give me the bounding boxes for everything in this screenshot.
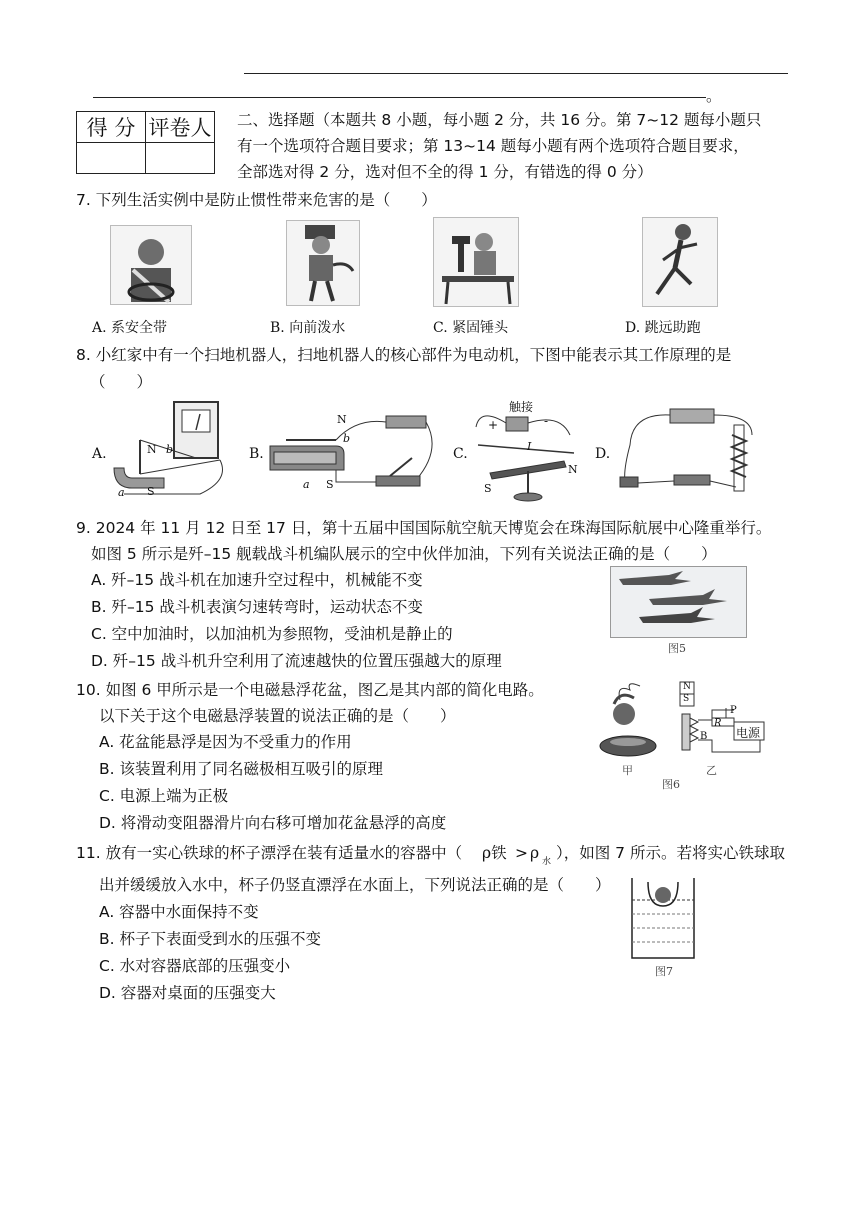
q10-fig-n: N: [683, 682, 691, 692]
q9-option-c: C. 空中加油时，以加油机为参照物，受油机是静止的: [91, 625, 453, 643]
q8-label-a: A.: [92, 446, 107, 462]
q10-option-a: A. 花盆能悬浮是因为不受重力的作用: [99, 733, 352, 751]
q8-fig-c-touch: 触接: [509, 400, 534, 414]
q9-figure-caption: 图5: [668, 642, 686, 655]
q10-fig-b: B: [700, 731, 708, 742]
q10-figure-label-yi: 乙: [706, 764, 717, 777]
q10-figure-jia-planter: [596, 680, 660, 764]
q11-greater-than: >: [515, 844, 528, 862]
q11-option-c: C. 水对容器底部的压强变小: [99, 957, 291, 975]
section-title-line-1: 二、选择题（本题共 8 小题，每小题 2 分，共 16 分。第 7~12 题每小题只: [237, 111, 762, 129]
q8-label-d: D.: [595, 446, 611, 462]
q8-stem-line-2: （ ）: [90, 373, 153, 391]
section-title-line-3: 全部选对得 2 分，选对但不全的得 1 分，有错选的得 0 分）: [237, 163, 653, 181]
answer-blank-line-1: [244, 73, 788, 74]
q10-figure-caption: 图6: [662, 778, 680, 791]
q11-option-d: D. 容器对桌面的压强变大: [99, 984, 276, 1002]
q10-option-d: D. 将滑动变阻器滑片向右移可增加花盆悬浮的高度: [99, 814, 447, 832]
q10-stem-line-2: 以下关于这个电磁悬浮装置的说法正确的是（ ）: [99, 707, 456, 725]
q9-stem-line-2: 如图 5 所示是歼–15 舰载战斗机编队展示的空中伙伴加油，下列有关说法正确的是（ ）: [91, 545, 717, 563]
q9-option-a: A. 歼–15 战斗机在加速升空过程中，机械能不变: [91, 571, 423, 589]
q8-fig-a-b: b: [166, 443, 174, 456]
q10-option-c: C. 电源上端为正极: [99, 787, 229, 805]
q8-fig-b-a: a: [303, 478, 310, 491]
score-table: [76, 111, 215, 174]
q11-option-a: A. 容器中水面保持不变: [99, 903, 259, 921]
q11-stem-line-1-start: 11. 放有一实心铁球的杯子漂浮在装有适量水的容器中（: [76, 844, 463, 862]
q8-fig-c-s: S: [484, 482, 492, 495]
q7-image-b-splash: [286, 220, 360, 306]
q8-fig-a-n: N: [147, 443, 157, 456]
q10-fig-power: 电源: [736, 726, 761, 740]
q11-figure-caption: 图7: [655, 965, 673, 978]
q8-stem-line-1: 8. 小红家中有一个扫地机器人，扫地机器人的核心部件为电动机，下图中能表示其工作原理的是: [76, 346, 732, 364]
q10-fig-p: P: [730, 705, 737, 716]
q7-option-a: A. 系安全带: [92, 320, 168, 336]
q11-stem-line-2: 出并缓缓放入水中，杯子仍竖直漂浮在水面上，下列说法正确的是（ ）: [99, 876, 611, 894]
q8-figure-b-motor: [266, 410, 438, 498]
q10-fig-s: S: [683, 694, 690, 704]
q7-image-d-long-jump: [642, 217, 718, 307]
q8-fig-c-current: I: [527, 440, 532, 453]
q7-stem: 7. 下列生活实例中是防止惯性带来危害的是（ ）: [76, 191, 437, 209]
q10-figure-label-jia: 甲: [622, 764, 633, 777]
section-title-line-2: 有一个选项符合题目要求；第 13~14 题每小题有两个选项符合题目要求，: [237, 137, 749, 155]
q11-option-b: B. 杯子下表面受到水的压强不变: [99, 930, 321, 948]
q8-fig-c-minus: -: [544, 414, 549, 428]
grader-header: 评卷人: [146, 112, 215, 143]
q9-option-d: D. 歼–15 战斗机升空利用了流速越快的位置压强越大的原理: [91, 652, 502, 670]
grader-cell[interactable]: [146, 143, 215, 174]
q8-figure-d-electromagnet: [612, 405, 762, 495]
q8-fig-c-n: N: [568, 463, 578, 476]
q10-option-b: B. 该装置利用了同名磁极相互吸引的原理: [99, 760, 383, 778]
q8-label-c: C.: [453, 446, 468, 462]
q8-fig-a-a: a: [118, 486, 125, 499]
q7-image-c-hammer: [433, 217, 519, 307]
q8-fig-b-n: N: [337, 413, 347, 426]
q7-option-d: D. 跳远助跑: [625, 320, 701, 336]
q8-fig-a-s: S: [147, 485, 155, 498]
q8-label-b: B.: [249, 446, 264, 462]
q9-figure-refueling-jets: [610, 566, 747, 638]
line-end-mark: 。: [706, 87, 722, 105]
q11-figure-container: [628, 878, 698, 960]
score-header: 得 分: [77, 112, 146, 143]
q11-water-subscript: 水: [542, 857, 552, 867]
q8-fig-b-b: b: [343, 432, 351, 445]
q7-option-c: C. 紧固锤头: [433, 320, 509, 336]
q9-stem-line-1: 9. 2024 年 11 月 12 日至 17 日，第十五届中国国际航空航天博览会在珠海国际航展中心隆重举行。: [76, 519, 772, 537]
q8-fig-c-plus: +: [488, 418, 499, 432]
q9-option-b: B. 歼–15 战斗机表演匀速转弯时，运动状态不变: [91, 598, 423, 616]
q8-fig-b-s: S: [326, 478, 334, 491]
q7-option-b: B. 向前泼水: [270, 320, 346, 336]
q10-stem-line-1: 10. 如图 6 甲所示是一个电磁悬浮花盆，图乙是其内部的简化电路。: [76, 681, 544, 699]
q11-stem-line-1-end: ），如图 7 所示。若将实心铁球取: [556, 844, 785, 862]
answer-blank-line-2: [93, 97, 706, 98]
q7-image-a-seatbelt: [110, 225, 192, 305]
q11-rho-water: ρ: [530, 844, 540, 862]
q10-fig-r: R: [714, 718, 722, 729]
q11-rho-iron: ρ铁: [482, 844, 507, 862]
score-cell[interactable]: [77, 143, 146, 174]
